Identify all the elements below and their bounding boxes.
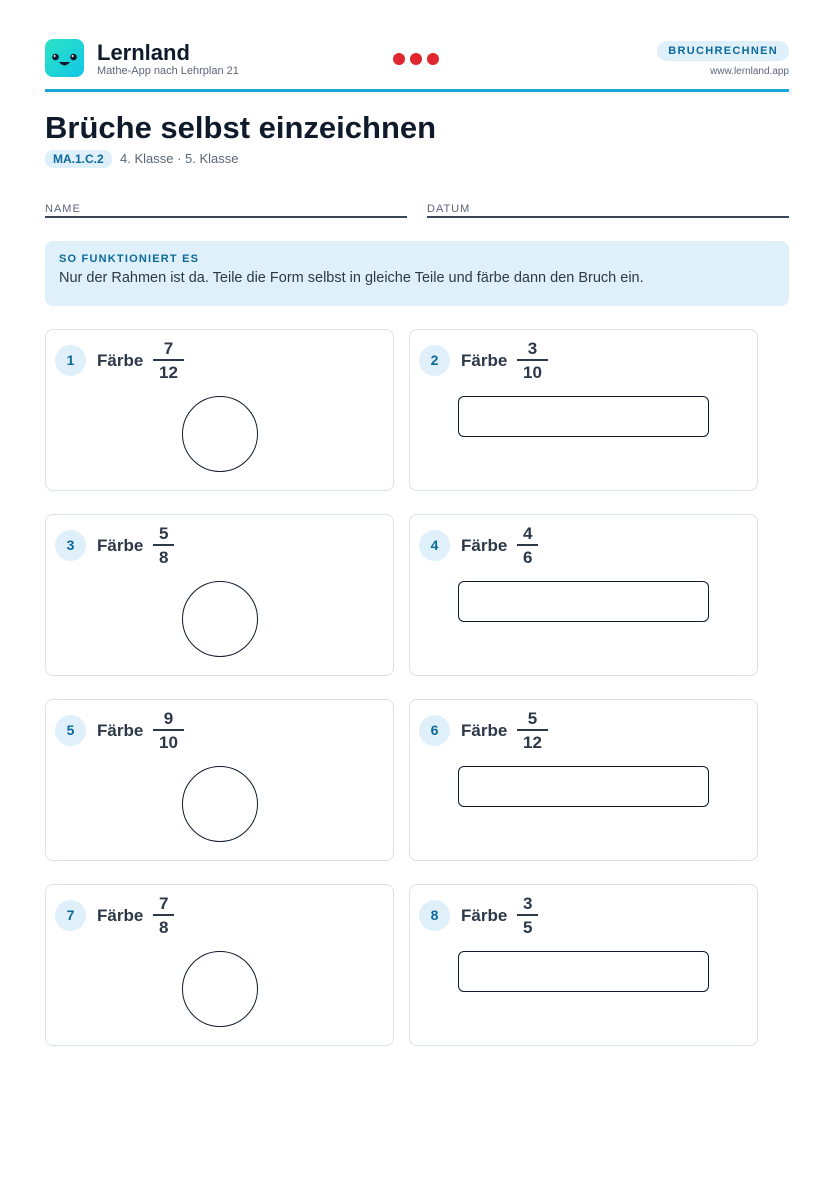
- task-number: 5: [55, 715, 86, 746]
- fraction-denominator: 6: [523, 548, 533, 567]
- rectangle-frame[interactable]: [458, 951, 709, 992]
- logo-icon: [45, 39, 84, 77]
- fraction: [153, 709, 184, 755]
- task-card: [409, 329, 758, 491]
- brand-name: Lernland: [97, 40, 190, 65]
- instructions-text: Nur der Rahmen ist da. Teile die Form selbst in gleiche Teile und färbe dann den Bruch ein.: [59, 270, 644, 286]
- rectangle-frame[interactable]: [458, 581, 709, 622]
- name-label: NAME: [45, 203, 81, 215]
- rectangle-frame[interactable]: [458, 766, 709, 807]
- task-card: [409, 884, 758, 1046]
- brand-subtitle: Mathe-App nach Lehrplan 21: [97, 65, 239, 77]
- task-number: 2: [419, 345, 450, 376]
- fraction-denominator: 10: [523, 363, 542, 382]
- task-instruction: Färbe: [461, 536, 508, 555]
- task-instruction: Färbe: [461, 351, 508, 370]
- fraction-denominator: 8: [159, 918, 169, 937]
- task-number: 7: [55, 900, 86, 931]
- header-divider: [45, 89, 789, 92]
- task-card: [45, 329, 394, 491]
- dot-icon: [427, 53, 439, 65]
- dot-icon: [410, 53, 422, 65]
- fraction-numerator: 5: [153, 524, 174, 546]
- fraction-denominator: 12: [159, 363, 178, 382]
- fraction-numerator: 9: [153, 709, 184, 731]
- fraction-denominator: 8: [159, 548, 169, 567]
- fraction: [517, 524, 538, 570]
- dot-icon: [393, 53, 405, 65]
- instructions-box: [45, 241, 789, 306]
- rectangle-frame[interactable]: [458, 396, 709, 437]
- fraction: [517, 339, 548, 385]
- fraction-numerator: 3: [517, 894, 538, 916]
- task-number: 6: [419, 715, 450, 746]
- website-url: www.lernland.app: [710, 66, 789, 77]
- fraction-denominator: 10: [159, 733, 178, 752]
- task-instruction: Färbe: [461, 721, 508, 740]
- task-instruction: Färbe: [461, 906, 508, 925]
- circle-frame[interactable]: [182, 396, 258, 472]
- fraction-denominator: 5: [523, 918, 533, 937]
- task-instruction: Färbe: [97, 351, 144, 370]
- fraction: [153, 524, 174, 570]
- task-number: 3: [55, 530, 86, 561]
- page-header: [45, 38, 789, 90]
- fraction-denominator: 12: [523, 733, 542, 752]
- fraction-numerator: 3: [517, 339, 548, 361]
- task-card: [409, 514, 758, 676]
- topic-badge: BRUCHRECHNEN: [657, 41, 789, 61]
- task-number: 4: [419, 530, 450, 561]
- task-number: 8: [419, 900, 450, 931]
- circle-frame[interactable]: [182, 581, 258, 657]
- fraction: [153, 894, 174, 940]
- date-label: DATUM: [427, 203, 471, 215]
- task-card: [45, 699, 394, 861]
- curriculum-code-badge: MA.1.C.2: [45, 150, 112, 168]
- circle-frame[interactable]: [182, 766, 258, 842]
- task-instruction: Färbe: [97, 906, 144, 925]
- task-instruction: Färbe: [97, 721, 144, 740]
- fraction-numerator: 7: [153, 339, 184, 361]
- instructions-heading: SO FUNKTIONIERT ES: [59, 253, 200, 265]
- task-card: [45, 884, 394, 1046]
- fraction-numerator: 7: [153, 894, 174, 916]
- task-number: 1: [55, 345, 86, 376]
- task-instruction: Färbe: [97, 536, 144, 555]
- date-field[interactable]: [427, 199, 789, 218]
- fraction: [517, 894, 538, 940]
- fraction: [517, 709, 548, 755]
- fraction: [153, 339, 184, 385]
- page-title: Brüche selbst einzeichnen: [45, 110, 437, 145]
- circle-frame[interactable]: [182, 951, 258, 1027]
- grade-level: 4. Klasse · 5. Klasse: [120, 151, 239, 166]
- name-field[interactable]: [45, 199, 407, 218]
- task-card: [409, 699, 758, 861]
- fraction-numerator: 4: [517, 524, 538, 546]
- decorative-dots: [393, 52, 444, 70]
- fraction-numerator: 5: [517, 709, 548, 731]
- task-card: [45, 514, 394, 676]
